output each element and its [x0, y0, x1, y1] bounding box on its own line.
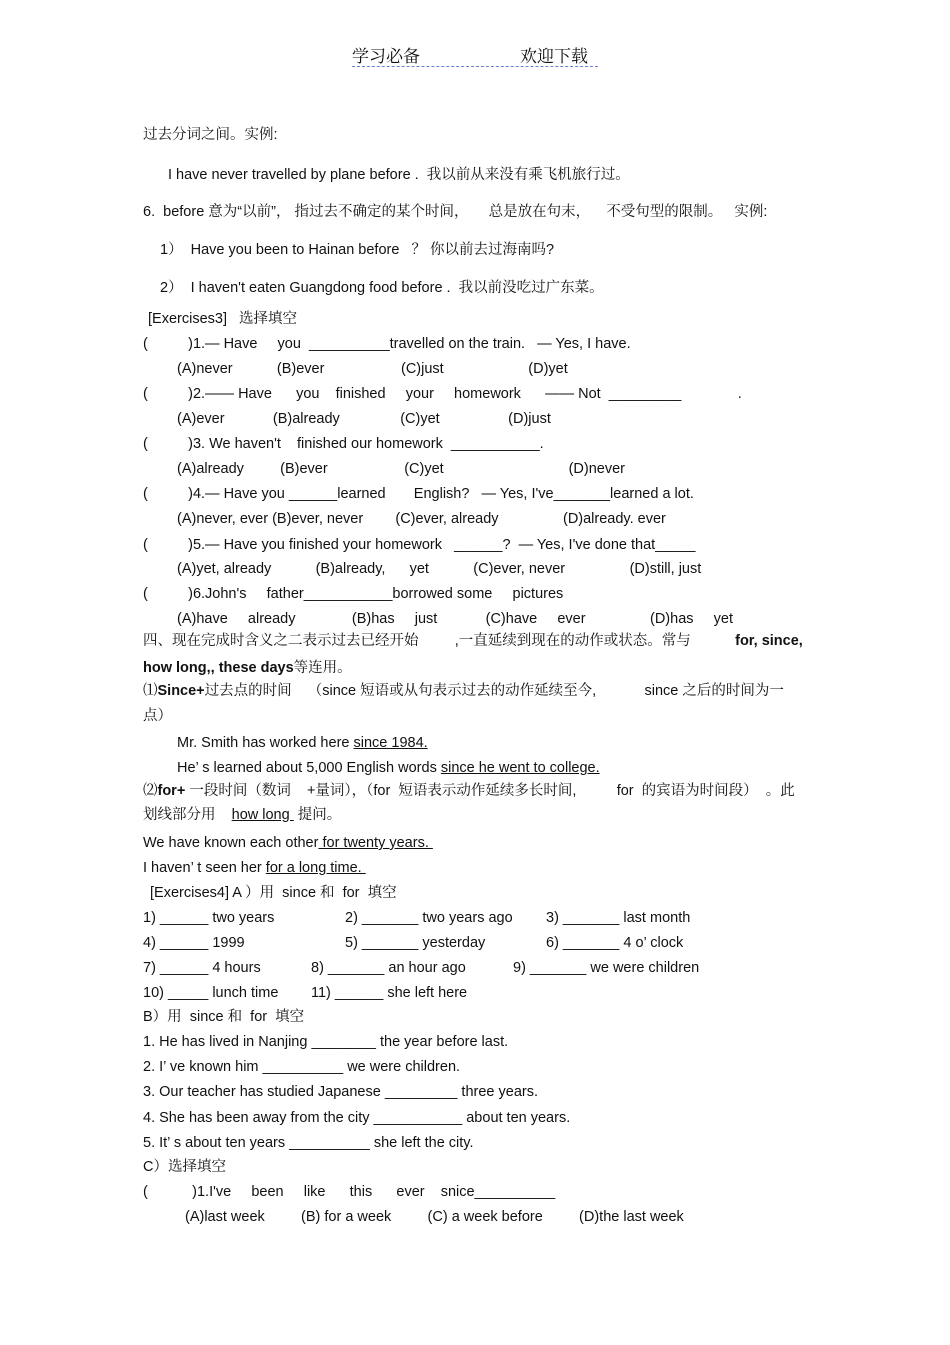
exercise-item: 2. I’ ve known him __________ we were children.	[143, 1059, 461, 1075]
question-options: (A)last week (B) for a week (C) a week before (D)the last week	[185, 1209, 684, 1225]
exercise-item: 11) ______ she left here	[311, 985, 468, 1001]
text-line: I have never travelled by plane before . 我以前从来没有乘飞机旅行过。	[168, 167, 630, 183]
example-sentence: I haven’ t seen her for a long time.	[143, 860, 366, 876]
question: ( )6.John's father___________borrowed some pictures	[143, 586, 564, 602]
text-line: 6. before 意为“以前”， 指过去不确定的某个时间， 总是放在句末， 不受句型的限制。 实例:	[143, 204, 768, 220]
rule-text: ⑴Since+过去点的时间 （since 短语或从句表示过去的动作延续至今, since 之后的时间为一	[143, 683, 784, 699]
question: ( )4.— Have you ______learned English? — Yes, I've_______learned a lot.	[143, 486, 694, 502]
exercise-item: 10) _____ lunch time	[143, 985, 279, 1001]
section-heading: [Exercises3] 选择填空	[148, 311, 298, 327]
question: ( )1.— Have you __________travelled on the train. — Yes, I have.	[143, 336, 631, 352]
rule-text: 划线部分用 how long 提问。	[143, 807, 342, 823]
text-line: 过去分词之间。实例:	[143, 127, 278, 143]
exercise-item: 3) _______ last month	[546, 910, 691, 926]
example-sentence: He’ s learned about 5,000 English words since he went to college.	[177, 760, 600, 776]
question: ( )3. We haven't finished our homework ___________.	[143, 436, 544, 452]
example-sentence: Mr. Smith has worked here since 1984.	[177, 735, 428, 751]
section-intro: how long,, these days等连用。	[143, 660, 352, 676]
exercise-item: 1. He has lived in Nanjing ________ the year before last.	[143, 1034, 509, 1050]
header-left-text: 学习必备	[352, 47, 420, 67]
question: ( )5.— Have you finished your homework ______? — Yes, I've done that_____	[143, 537, 696, 553]
question-options: (A)yet, already (B)already, yet (C)ever, never (D)still, just	[177, 561, 702, 577]
exercise-item: 1) ______ two years	[143, 910, 275, 926]
question-options: (A)never, ever (B)ever, never (C)ever, already (D)already. ever	[177, 511, 666, 527]
question: ( )2.—— Have you finished your homework —— Not _________ .	[143, 386, 742, 402]
example-sentence: We have known each other for twenty years.	[143, 835, 433, 851]
exercise-item: 5) _______ yesterday	[345, 935, 486, 951]
header-right-text: 欢迎下载	[520, 47, 588, 67]
exercise-item: 5. It’ s about ten years __________ she left the city.	[143, 1135, 474, 1151]
section-intro: 四、现在完成时含义之二表示过去已经开始 ,一直延续到现在的动作或状态。常与 for, since,	[143, 633, 803, 649]
exercise-item: 4) ______ 1999	[143, 935, 245, 951]
page-header	[352, 40, 598, 67]
rule-text: ⑵for+ 一段时间（数词 +量词），（for 短语表示动作延续多长时间, for 的宾语为时间段） 。此	[143, 783, 795, 799]
text-line: 2） I haven't eaten Guangdong food before . 我以前没吃过广东菜。	[160, 280, 604, 296]
rule-text: 点）	[143, 708, 172, 724]
exercise-item: 7) ______ 4 hours	[143, 960, 261, 976]
exercise-item: 9) _______ we were children	[513, 960, 700, 976]
question-options: (A)never (B)ever (C)just (D)yet	[177, 361, 568, 377]
text-line: 1） Have you been to Hainan before ？ 你以前去过海南吗?	[160, 242, 555, 258]
section-heading: [Exercises4] A ）用 since 和 for 填空	[150, 885, 397, 901]
question-options: (A)have already (B)has just (C)have ever (D)has yet	[177, 611, 733, 627]
question-options: (A)ever (B)already (C)yet (D)just	[177, 411, 551, 427]
question-options: (A)already (B)ever (C)yet (D)never	[177, 461, 625, 477]
exercise-item: 4. She has been away from the city ___________ about ten years.	[143, 1110, 571, 1126]
exercise-item: 8) _______ an hour ago	[311, 960, 466, 976]
section-heading: C）选择填空	[143, 1159, 226, 1175]
exercise-item: 2) _______ two years ago	[345, 910, 513, 926]
exercise-item: 3. Our teacher has studied Japanese _________ three years.	[143, 1084, 538, 1100]
question: ( )1.I've been like this ever snice__________	[143, 1184, 556, 1200]
section-heading: B）用 since 和 for 填空	[143, 1009, 305, 1025]
exercise-item: 6) _______ 4 o’ clock	[546, 935, 684, 951]
